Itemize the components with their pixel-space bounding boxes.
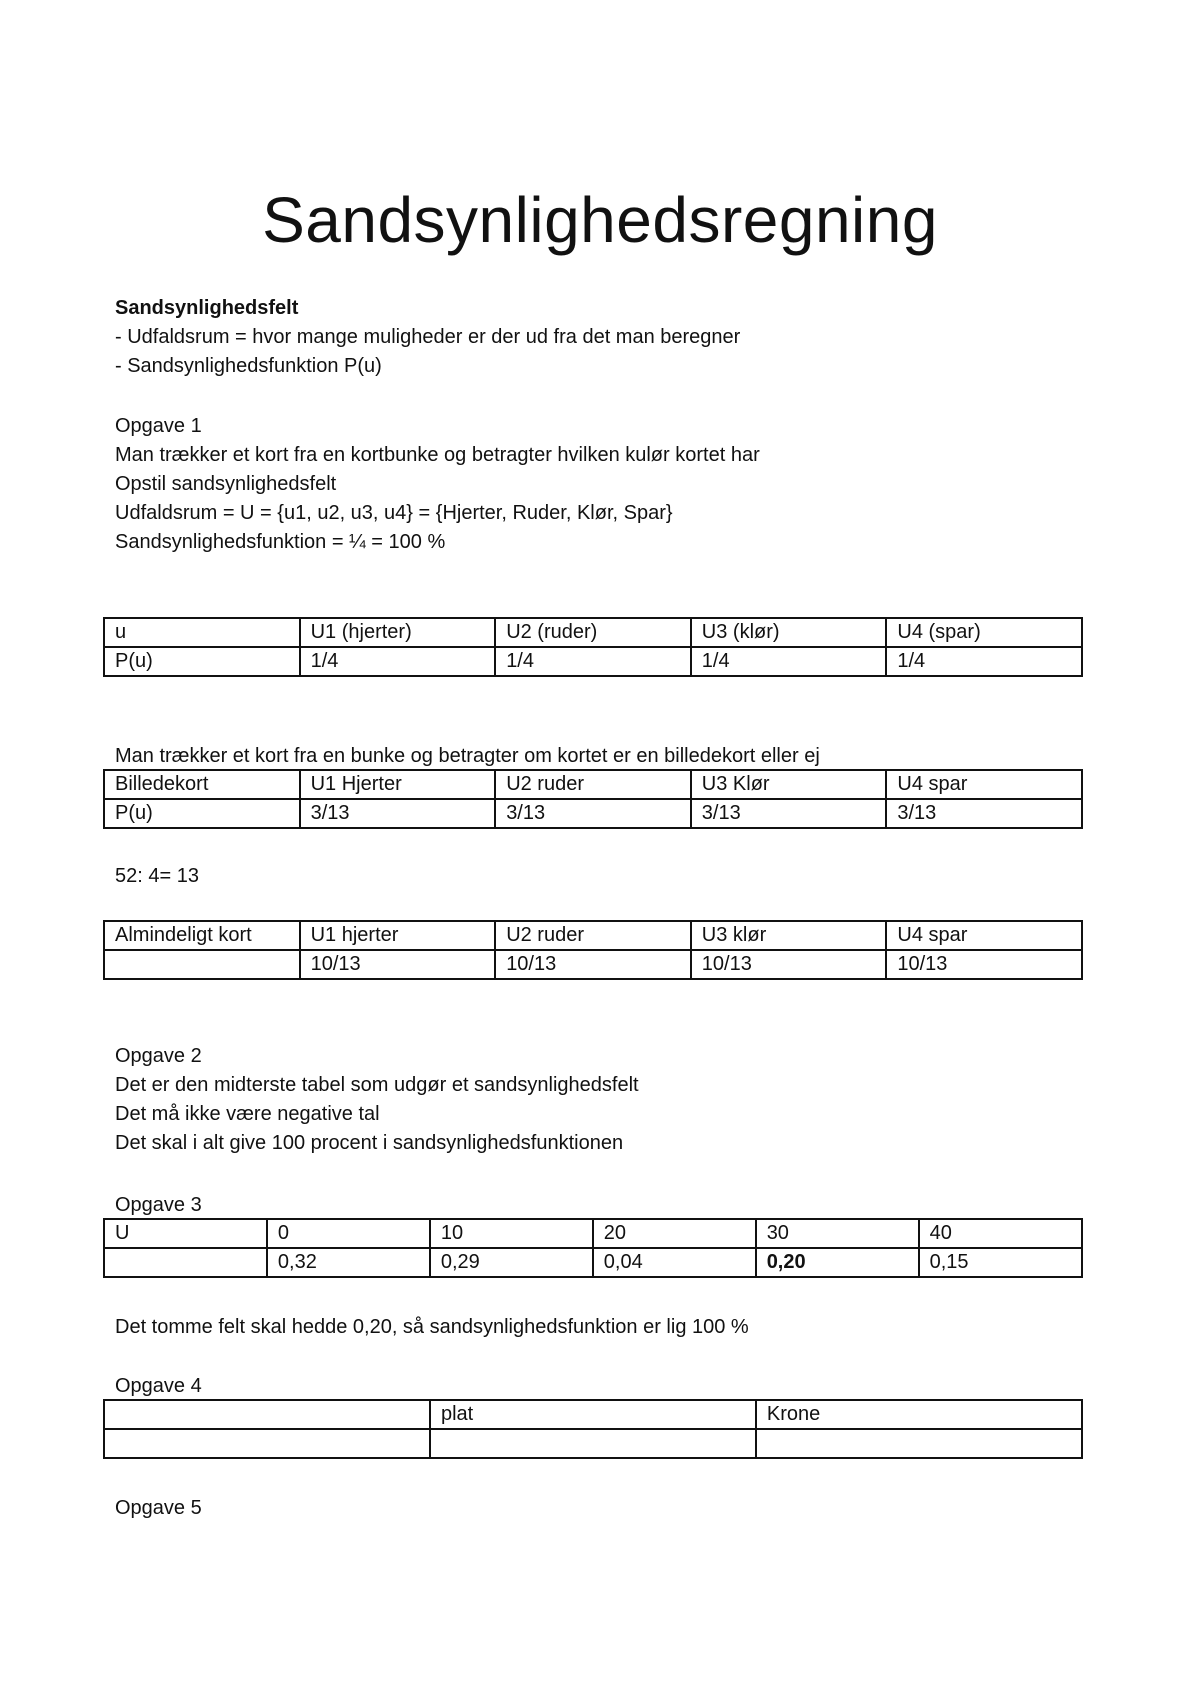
- table-cell: [756, 1429, 1082, 1458]
- table-cell: U3 Klør: [691, 770, 887, 799]
- opgave-2-line: Det skal i alt give 100 procent i sandsynlighedsfunktionen: [115, 1132, 624, 1154]
- table-cell: 10: [430, 1219, 593, 1248]
- opgave-2-line: Det er den midterste tabel som udgør et sandsynlighedsfelt: [115, 1074, 639, 1096]
- table-row: [104, 950, 1082, 979]
- table-cell: 1/4: [300, 647, 496, 676]
- table-row: [104, 799, 1082, 828]
- table-cell: U2 (ruder): [495, 618, 691, 647]
- table-cell: 0,15: [919, 1248, 1082, 1277]
- table-row: [104, 618, 1082, 647]
- opgave-1-line: Man trækker et kort fra en kortbunke og betragter hvilken kulør kortet har: [115, 444, 760, 466]
- kulor-probability-table: [103, 617, 1083, 677]
- table-cell: 0: [267, 1219, 430, 1248]
- billedekort-probability-table: [103, 769, 1083, 829]
- section-heading-sandsynlighedsfelt: Sandsynlighedsfelt: [115, 297, 299, 319]
- table-cell: 3/13: [300, 799, 496, 828]
- table-cell: U2 ruder: [495, 770, 691, 799]
- calculation-text: 52: 4= 13: [115, 865, 199, 887]
- table-cell: U2 ruder: [495, 921, 691, 950]
- table-cell: 3/13: [886, 799, 1082, 828]
- table-cell: 30: [756, 1219, 919, 1248]
- table-cell: 40: [919, 1219, 1082, 1248]
- opgave-5-heading: Opgave 5: [115, 1497, 202, 1519]
- table-cell: 20: [593, 1219, 756, 1248]
- table-row: [104, 770, 1082, 799]
- table-cell: 10/13: [886, 950, 1082, 979]
- table-cell: plat: [430, 1400, 756, 1429]
- table-cell: Krone: [756, 1400, 1082, 1429]
- opgave-4-heading: Opgave 4: [115, 1375, 202, 1397]
- table-cell: U3 klør: [691, 921, 887, 950]
- table-row: [104, 1219, 1082, 1248]
- table-cell: [104, 1429, 430, 1458]
- table-cell: 0,04: [593, 1248, 756, 1277]
- table-cell: Almindeligt kort: [104, 921, 300, 950]
- table-cell: 3/13: [495, 799, 691, 828]
- table-cell: [104, 1400, 430, 1429]
- table-row: [104, 647, 1082, 676]
- table-cell: U4 spar: [886, 770, 1082, 799]
- table-cell: [104, 1248, 267, 1277]
- table-cell: U1 Hjerter: [300, 770, 496, 799]
- table-caption: Man trækker et kort fra en bunke og betragter om kortet er en billedekort eller ej: [115, 745, 820, 767]
- opgave-1-line: Sandsynlighedsfunktion = ¼ = 100 %: [115, 531, 446, 553]
- table-cell: U4 spar: [886, 921, 1082, 950]
- table-row: [104, 1429, 1082, 1458]
- table-cell: U3 (klør): [691, 618, 887, 647]
- table-cell: [104, 950, 300, 979]
- table-cell: U: [104, 1219, 267, 1248]
- table-cell: U1 (hjerter): [300, 618, 496, 647]
- table-cell: 3/13: [691, 799, 887, 828]
- table-cell: Billedekort: [104, 770, 300, 799]
- table-cell: P(u): [104, 647, 300, 676]
- opgave-1-heading: Opgave 1: [115, 415, 202, 437]
- opgave-2-heading: Opgave 2: [115, 1045, 202, 1067]
- opgave-1-line: Opstil sandsynlighedsfelt: [115, 473, 337, 495]
- table-cell: [430, 1429, 756, 1458]
- opgave-2-line: Det må ikke være negative tal: [115, 1103, 380, 1125]
- opgave-1-line: Udfaldsrum = U = {u1, u2, u3, u4} = {Hjerter, Ruder, Klør, Spar}: [115, 502, 673, 524]
- table-cell: 1/4: [691, 647, 887, 676]
- table-row: [104, 1248, 1082, 1277]
- table-cell: U4 (spar): [886, 618, 1082, 647]
- table-cell: 0,32: [267, 1248, 430, 1277]
- table-cell: P(u): [104, 799, 300, 828]
- almindeligt-kort-probability-table: [103, 920, 1083, 980]
- table-cell: u: [104, 618, 300, 647]
- intro-line: - Sandsynlighedsfunktion P(u): [115, 355, 382, 377]
- intro-line: - Udfaldsrum = hvor mange muligheder er der ud fra det man beregner: [115, 326, 741, 348]
- table-cell: U1 hjerter: [300, 921, 496, 950]
- table-cell-highlighted: 0,20: [756, 1248, 919, 1277]
- table-cell: 10/13: [691, 950, 887, 979]
- opgave-3-table: [103, 1218, 1083, 1278]
- table-cell: 0,29: [430, 1248, 593, 1277]
- table-row: [104, 921, 1082, 950]
- table-row: [104, 1400, 1082, 1429]
- page-title: Sandsynlighedsregning: [262, 184, 938, 256]
- opgave-4-table: [103, 1399, 1083, 1459]
- table-cell: 10/13: [495, 950, 691, 979]
- table-cell: 10/13: [300, 950, 496, 979]
- table-cell: 1/4: [495, 647, 691, 676]
- opgave-3-heading: Opgave 3: [115, 1194, 202, 1216]
- opgave-3-note: Det tomme felt skal hedde 0,20, så sandsynlighedsfunktion er lig 100 %: [115, 1316, 749, 1338]
- table-cell: 1/4: [886, 647, 1082, 676]
